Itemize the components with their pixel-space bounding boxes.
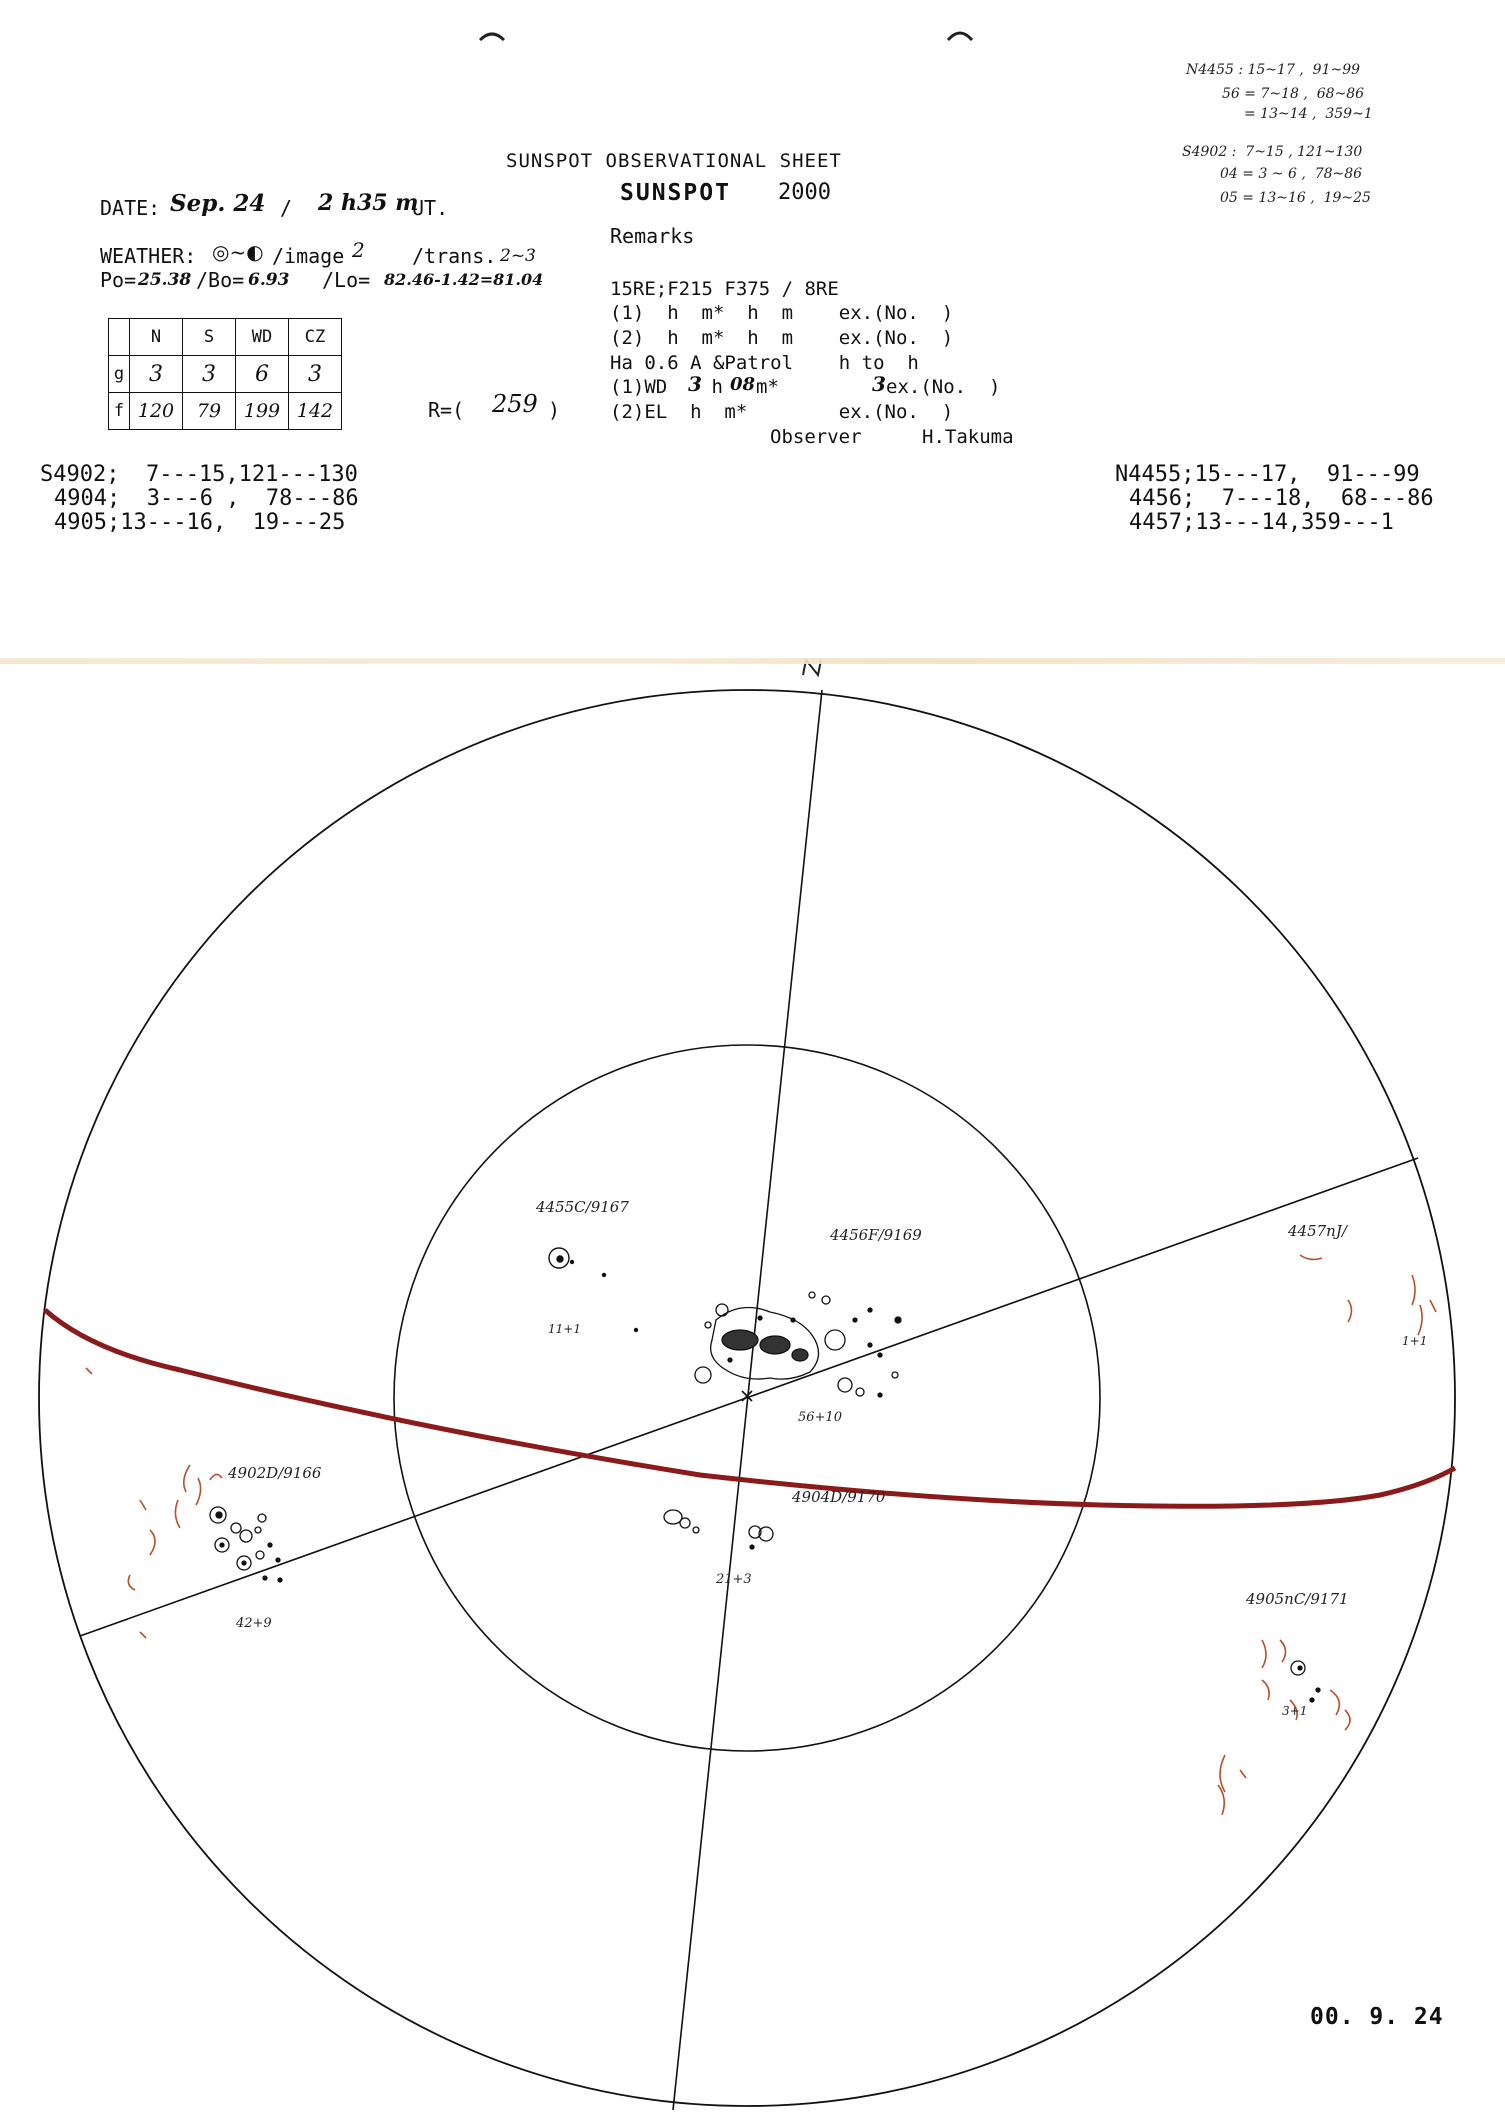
- handwritten-note-6: 05 = 13~16 , 19~25: [1220, 190, 1371, 206]
- handwritten-note-5: 04 = 3 ~ 6 , 78~86: [1220, 166, 1363, 182]
- sheet-subtitle-year: 2000: [778, 180, 831, 205]
- f-wd-value: 199: [236, 393, 289, 430]
- count-group-4902: 42+9: [236, 1616, 272, 1631]
- count-group-4455: 11+1: [548, 1322, 581, 1336]
- count-group-4904: 21+3: [716, 1572, 752, 1587]
- po-value: 25.38: [138, 270, 192, 290]
- date-stamp: 00. 9. 24: [1310, 2004, 1444, 2030]
- region-list-south-1: S4902; 7---15,121---130: [40, 462, 358, 487]
- paper-fold-shadow: [0, 658, 1505, 664]
- image-value: 2: [352, 238, 365, 262]
- r-close: ): [548, 398, 561, 422]
- count-group-4456: 56+10: [798, 1410, 842, 1425]
- g-cz-value: 3: [289, 356, 342, 393]
- trans-value: 2~3: [500, 246, 536, 266]
- label-group-4456: 4456F/9169: [830, 1226, 922, 1244]
- bo-label: /Bo=: [196, 268, 245, 292]
- time-value: 2 h35 m: [318, 190, 419, 216]
- remarks-line-3: (2) h m* h m ex.(No. ): [610, 327, 954, 349]
- remarks-line-2: (1) h m* h m ex.(No. ): [610, 302, 954, 324]
- binder-hole-left: [480, 34, 504, 40]
- col-header-s: S: [183, 319, 236, 356]
- remarks-line-6: (2)EL h m* ex.(No. ): [610, 401, 954, 423]
- handwritten-note-3: = 13~14 , 359~1: [1244, 106, 1373, 122]
- region-list-north-3: 4457;13---14,359---1: [1129, 510, 1394, 535]
- g-s-value: 3: [183, 356, 236, 393]
- row-label-f: f: [109, 393, 130, 430]
- f-n-value: 120: [130, 393, 183, 430]
- bo-value: 6.93: [248, 270, 290, 290]
- spot-group-4456: [695, 1292, 901, 1397]
- weather-value: ◎~◐: [212, 240, 264, 264]
- date-value: Sep. 24: [170, 190, 266, 217]
- sheet-title: SUNSPOT OBSERVATIONAL SHEET: [506, 150, 842, 172]
- remarks-label: Remarks: [610, 224, 695, 248]
- col-header-cz: CZ: [289, 319, 342, 356]
- remarks-line-5-m: m*: [756, 376, 779, 398]
- f-s-value: 79: [183, 393, 236, 430]
- remarks-line-5-ex: 3: [872, 372, 886, 396]
- date-label: DATE:: [100, 196, 161, 220]
- label-group-4904: 4904D/9170: [792, 1488, 886, 1506]
- handwritten-note-4: S4902 : 7~15 , 121~130: [1182, 144, 1363, 160]
- remarks-line-5-hour: 3: [688, 372, 702, 396]
- polar-axis-line: [673, 690, 822, 2110]
- region-list-south-3: 4905;13---16, 19---25: [54, 510, 346, 535]
- remarks-line-5-prefix: (1)WD: [610, 376, 668, 398]
- label-group-4455: 4455C/9167: [536, 1198, 629, 1216]
- spot-group-4905: [1291, 1661, 1320, 1702]
- label-group-4905: 4905nC/9171: [1246, 1590, 1349, 1608]
- remarks-line-5-suffix: ex.(No. ): [886, 376, 1001, 398]
- col-header-n: N: [130, 319, 183, 356]
- label-group-4457: 4457nJ/: [1288, 1222, 1347, 1240]
- remarks-line-5-h: h: [700, 376, 723, 398]
- observer-name: H.Takuma: [922, 426, 1014, 448]
- po-label: Po=: [100, 268, 137, 292]
- spot-group-4904: [664, 1510, 773, 1549]
- remarks-line-4: Ha 0.6 A &Patrol h to h: [610, 352, 919, 374]
- observer-label: Observer: [770, 426, 862, 448]
- g-wd-value: 6: [236, 356, 289, 393]
- g-n-value: 3: [130, 356, 183, 393]
- region-list-south-2: 4904; 3---6 , 78---86: [54, 486, 359, 511]
- count-group-4905: 3+1: [1282, 1704, 1308, 1718]
- binder-hole-right: [948, 33, 972, 40]
- sheet-subtitle-sunspot: SUNSPOT: [620, 180, 731, 206]
- weather-label: WEATHER:: [100, 244, 197, 268]
- handwritten-note-2: 56 = 7~18 , 68~86: [1222, 86, 1365, 102]
- f-cz-value: 142: [289, 393, 342, 430]
- table-corner-cell: [109, 319, 130, 356]
- spot-group-4902: [210, 1507, 282, 1582]
- image-label: /image: [272, 244, 345, 268]
- handwritten-note-1: N4455 : 15~17 , 91~99: [1186, 62, 1361, 78]
- date-time-separator: /: [280, 196, 293, 220]
- lo-label: /Lo=: [322, 268, 371, 292]
- region-list-north-1: N4455;15---17, 91---99: [1115, 462, 1420, 487]
- col-header-wd: WD: [236, 319, 289, 356]
- time-unit: UT.: [412, 196, 449, 220]
- count-group-4457: 1+1: [1402, 1334, 1428, 1348]
- remarks-line-5-min: 08: [730, 374, 756, 395]
- spot-group-4455: [549, 1248, 638, 1332]
- faculae-marks: [86, 1255, 1436, 1815]
- r-label: R=(: [428, 398, 465, 422]
- row-label-g: g: [109, 356, 130, 393]
- label-group-4902: 4902D/9166: [228, 1464, 322, 1482]
- remarks-line-1: 15RE;F215 F375 / 8RE: [610, 278, 839, 300]
- r-value: 259: [492, 390, 538, 418]
- group-count-table: [108, 318, 342, 430]
- trans-label: /trans.: [412, 244, 497, 268]
- region-list-north-2: 4456; 7---18, 68---86: [1129, 486, 1434, 511]
- lo-value: 82.46-1.42=81.04: [384, 270, 544, 289]
